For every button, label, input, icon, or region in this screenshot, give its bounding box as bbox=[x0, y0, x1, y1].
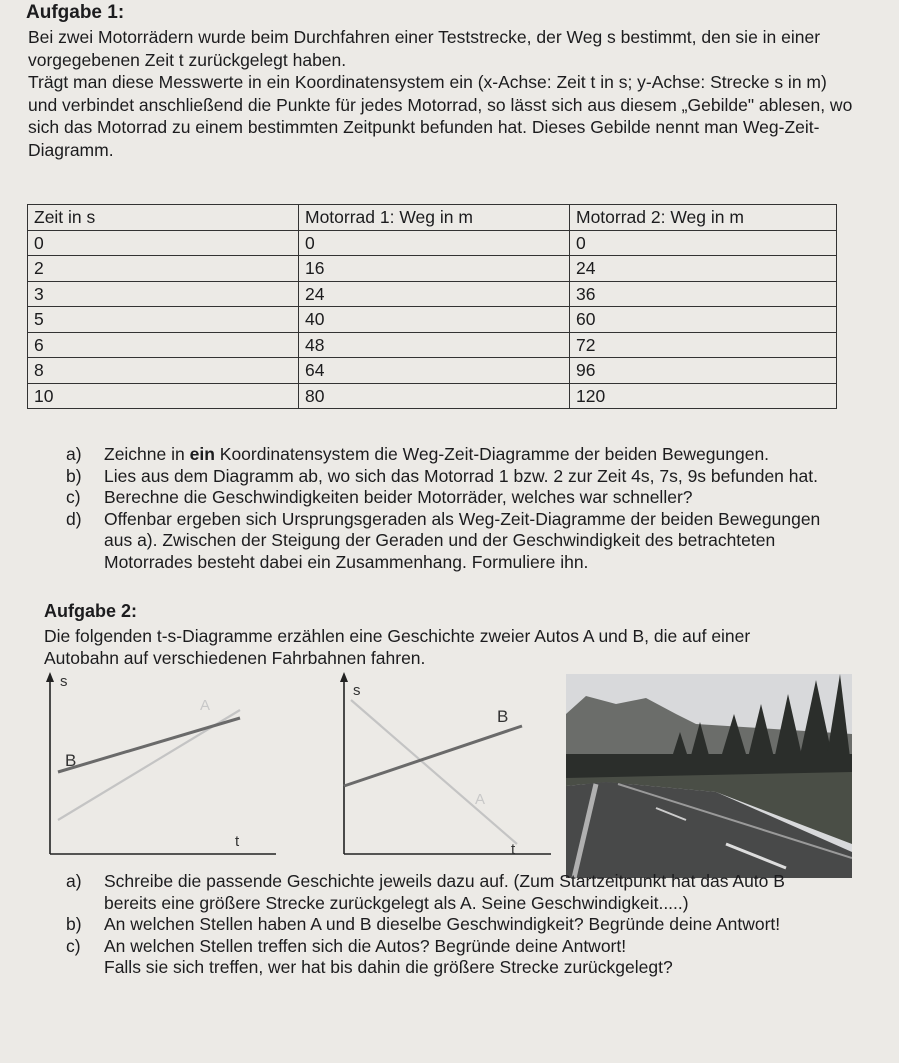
question-label: b) bbox=[66, 914, 82, 934]
table-cell: 96 bbox=[570, 358, 837, 384]
question-text: Schreibe die passende Geschichte jeweils dazu auf. (Zum Startzeitpunkt hat das Auto B bereits eine größere Strecke zurückgelegt als A. Seine Geschwindigkeit.....) bbox=[104, 871, 785, 913]
question-text: Berechne die Geschwindigkeiten beider Motorräder, welches war schneller? bbox=[104, 487, 693, 507]
table-cell: 64 bbox=[299, 358, 570, 384]
task2-intro: Die folgenden t-s-Diagramme erzählen eine Geschichte zweier Autos A und B, die auf einer Autobahn auf verschiedenen Fahrbahnen fahren. bbox=[44, 626, 751, 668]
table-row bbox=[28, 358, 837, 384]
table-cell: 10 bbox=[28, 383, 299, 409]
question-text: Offenbar ergeben sich Ursprungsgeraden als Weg-Zeit-Diagramme der beiden Bewegungen aus a). Zwischen der Steigung der Geraden und der Geschwindigkeit des betrachteten Motorrades besteht dabei ein Zusammenhang. Formuliere ihn. bbox=[104, 508, 821, 572]
table-row bbox=[28, 281, 837, 307]
table-cell: 48 bbox=[299, 332, 570, 358]
question-label: a) bbox=[66, 871, 82, 891]
question-text: Zeichne in bbox=[104, 444, 190, 464]
table-row bbox=[28, 332, 837, 358]
y-axis-arrow-icon bbox=[340, 672, 348, 682]
line-b-label: B bbox=[65, 751, 77, 770]
table-header-cell: Motorrad 1: Weg in m bbox=[299, 205, 570, 231]
table-cell: 72 bbox=[570, 332, 837, 358]
y-axis-label: s bbox=[353, 682, 361, 699]
task2-questions bbox=[66, 871, 836, 979]
table-cell: 40 bbox=[299, 307, 570, 333]
table-cell: 24 bbox=[570, 256, 837, 282]
question-label: d) bbox=[66, 508, 82, 529]
table-cell: 80 bbox=[299, 383, 570, 409]
question-label: a) bbox=[66, 444, 82, 464]
road-photo bbox=[566, 674, 852, 878]
question-follow-up: Falls sie sich treffen, wer hat bis dahin die größere Strecke zurückgelegt? bbox=[104, 957, 673, 977]
question-text: Koordinatensystem die Weg-Zeit-Diagramme der beiden Bewegungen. bbox=[214, 444, 770, 464]
x-axis-label: t bbox=[511, 841, 516, 858]
y-axis-arrow-icon bbox=[46, 672, 54, 682]
task1-question-b bbox=[66, 466, 836, 488]
table-cell: 16 bbox=[299, 256, 570, 282]
question-text: An welchen Stellen treffen sich die Autos? Begründe deine Antwort! bbox=[104, 935, 627, 956]
table-cell: 120 bbox=[570, 383, 837, 409]
task2-title: Aufgabe 2: bbox=[44, 601, 138, 621]
task1-intro bbox=[28, 26, 858, 161]
table-cell: 6 bbox=[28, 332, 299, 358]
table-header-row bbox=[28, 205, 837, 231]
table-cell: 0 bbox=[570, 230, 837, 256]
task1-intro-paragraph-2: Trägt man diese Messwerte in ein Koordinatensystem ein (x-Achse: Zeit t in s; y-Achse: Strecke s in m) und verbindet anschließend die Punkte für jedes Motorrad, so lässt sich aus diesem „Gebilde" ablesen, wo sich das Motorrad zu einem bestimmten Zeitpunkt befunden hat. Dieses Gebilde nennt man Weg-Zeit-Diagramm. bbox=[28, 72, 853, 160]
table-cell: 36 bbox=[570, 281, 837, 307]
table-cell: 0 bbox=[299, 230, 570, 256]
task1-question-a bbox=[66, 444, 836, 466]
question-label: c) bbox=[66, 935, 81, 956]
task1-questions bbox=[66, 444, 836, 573]
table-cell: 5 bbox=[28, 307, 299, 333]
table-header-cell: Motorrad 2: Weg in m bbox=[570, 205, 837, 231]
task1-question-c bbox=[66, 487, 836, 509]
table-cell: 2 bbox=[28, 256, 299, 282]
y-axis-label: s bbox=[60, 673, 68, 690]
task1-intro-paragraph-1: Bei zwei Motorrädern wurde beim Durchfahren einer Teststrecke, der Weg s bestimmt, den sie in einer vorgegebenen Zeit t zurückgelegt haben. bbox=[28, 27, 821, 70]
line-a-label: A bbox=[200, 697, 211, 714]
table-row bbox=[28, 307, 837, 333]
task1-title: Aufgabe 1: bbox=[26, 2, 125, 23]
ts-diagram-2 bbox=[325, 668, 555, 868]
line-a bbox=[351, 700, 517, 844]
table-cell: 8 bbox=[28, 358, 299, 384]
line-b-label: B bbox=[497, 707, 509, 726]
question-label: b) bbox=[66, 465, 82, 486]
question-label: c) bbox=[66, 487, 81, 507]
question-text: An welchen Stellen haben A und B dieselbe Geschwindigkeit? Begründe deine Antwort! bbox=[104, 914, 781, 934]
table-row bbox=[28, 383, 837, 409]
table-cell: 3 bbox=[28, 281, 299, 307]
question-emphasis: ein bbox=[189, 444, 215, 464]
line-b bbox=[344, 726, 522, 786]
question-text: Lies aus dem Diagramm ab, wo sich das Motorrad 1 bzw. 2 zur Zeit 4s, 7s, 9s befunden hat. bbox=[104, 465, 818, 486]
table-cell: 60 bbox=[570, 307, 837, 333]
table-row bbox=[28, 256, 837, 282]
task2-question-b bbox=[66, 914, 836, 936]
task1-question-d bbox=[66, 509, 836, 574]
line-a-label: A bbox=[475, 791, 486, 808]
ts-diagram-1 bbox=[40, 668, 280, 868]
task2-question-a bbox=[66, 871, 836, 914]
measurement-table bbox=[27, 204, 837, 409]
table-cell: 24 bbox=[299, 281, 570, 307]
table-row bbox=[28, 230, 837, 256]
table-cell: 0 bbox=[28, 230, 299, 256]
x-axis-label: t bbox=[235, 833, 240, 850]
table-header-cell: Zeit in s bbox=[28, 205, 299, 231]
task2-question-c bbox=[66, 936, 836, 979]
